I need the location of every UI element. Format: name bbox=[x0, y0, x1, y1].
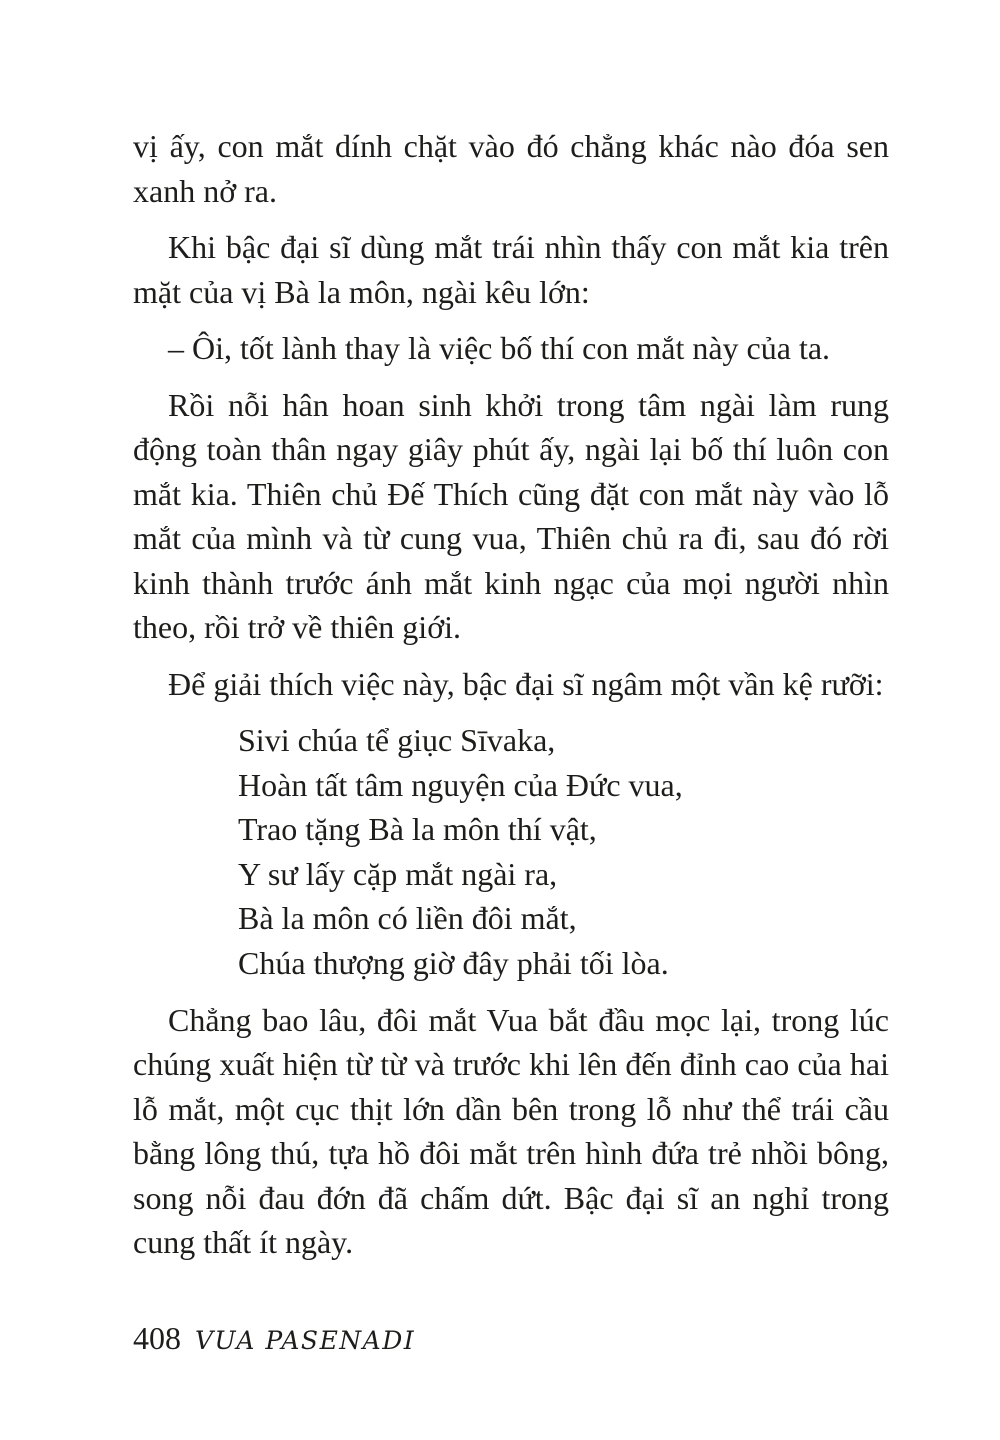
page-number: 408 bbox=[133, 1320, 181, 1356]
verse-line: Bà la môn có liền đôi mắt, bbox=[238, 900, 577, 937]
body-text bbox=[133, 124, 889, 1277]
verse-line: Hoàn tất tâm nguyện của Đức vua, bbox=[238, 766, 683, 803]
paragraph: Chẳng bao lâu, đôi mắt Vua bắt đầu mọc lại, trong lúc chúng xuất hiện từ từ và trước khi lên đến đỉnh cao của hai lỗ mắt, một cục thịt lớn dần bên trong lỗ như thể trái cầu bằng lông thú, tựa hồ đôi mắt trên hình đứa trẻ nhồi bông, song nỗi đau đớn đã chấm dứt. Bậc đại sĩ an nghỉ trong cung thất ít ngày. bbox=[133, 1001, 889, 1261]
paragraph: Rồi nỗi hân hoan sinh khởi trong tâm ngài làm rung động toàn thân ngay giây phút ấy, ngài lại bố thí luôn con mắt kia. Thiên chủ Đế Thích cũng đặt con mắt này vào lỗ mắt của mình và từ cung vua, Thiên chủ ra đi, sau đó rời kinh thành trước ánh mắt kinh ngạc của mọi người nhìn theo, rồi trở về thiên giới. bbox=[133, 386, 889, 645]
verse-line: Chúa thượng giờ đây phải tối lòa. bbox=[238, 944, 669, 981]
paragraph: vị ấy, con mắt dính chặt vào đó chẳng khác nào đóa sen xanh nở ra. bbox=[133, 128, 889, 209]
page-footer bbox=[133, 1320, 415, 1357]
verse-block bbox=[238, 718, 889, 986]
running-title: VUA PASENADI bbox=[195, 1326, 416, 1355]
verse-line: Trao tặng Bà la môn thí vật, bbox=[238, 811, 597, 848]
paragraph: Để giải thích việc này, bậc đại sĩ ngâm một vần kệ rưỡi: bbox=[168, 665, 884, 702]
verse-line: Sivi chúa tể giục Sīvaka, bbox=[238, 722, 556, 758]
verse-line: Y sư lấy cặp mắt ngài ra, bbox=[238, 855, 558, 892]
paragraph: Khi bậc đại sĩ dùng mắt trái nhìn thấy con mắt kia trên mặt của vị Bà la môn, ngài kêu lớn: bbox=[133, 229, 889, 310]
dialogue-line: – Ôi, tốt lành thay là việc bố thí con mắt này của ta. bbox=[168, 330, 831, 366]
